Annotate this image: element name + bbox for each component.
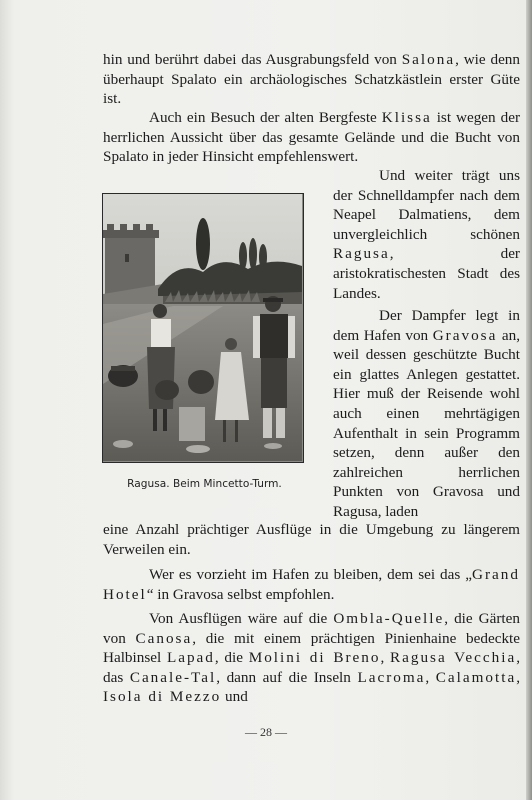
- paragraph-text: [333, 166, 520, 303]
- place-name: Lacroma: [357, 668, 426, 686]
- place-name: Molini di Breno: [248, 649, 381, 667]
- place-name: Calamotta: [435, 668, 517, 686]
- place-name: Canosa: [135, 629, 193, 647]
- text-run: Auch ein Besuch der alten Bergfeste: [149, 109, 382, 126]
- paragraph-text: [103, 609, 520, 707]
- text-run: , der aristokratischesten Stadt des Landes.: [333, 245, 520, 302]
- place-name: Isola di Mezzo: [103, 688, 222, 706]
- text-run: ist wegen der herrlichen Aussicht über das gesamte Gelände und die Bucht von Spalato in jeder Hinsicht empfehlenswert.: [103, 109, 520, 166]
- place-name: Gravosa: [432, 326, 498, 344]
- paragraph-klissa: [103, 108, 520, 167]
- paragraph-grand-hotel: [103, 565, 520, 604]
- place-name: Grand Hotel: [103, 566, 520, 603]
- place-name: Ombla-Quelle: [333, 610, 445, 627]
- place-name: Ragusa Vecchia: [389, 649, 517, 667]
- paragraph-text: [103, 520, 520, 559]
- paragraph-text: [103, 108, 520, 167]
- paragraph-gravosa: [333, 306, 520, 522]
- text-run: Wer es vorzieht im Hafen zu bleiben, dem sei das „: [149, 566, 473, 583]
- page-edge: [526, 0, 532, 800]
- paragraph-excursions: [103, 609, 520, 707]
- place-name: Canale-Tal: [129, 668, 217, 686]
- text-run: Von Ausflügen wäre auf die: [149, 610, 334, 627]
- text-run: ,: [516, 668, 520, 686]
- text-run: an, weil dessen geschützte Bucht ein glattes Anlegen gestattet. Hier muß der Reisende wohl auch einen mehrtägigen Aufenthalt in sein Programm setzen, denn außer den zahlreichen herrlichen Punkten von Gravosa und Ragusa, laden: [333, 326, 520, 520]
- text-run: , die mit einem prächtigen Pinienhaine bedeckte Halbinsel: [103, 629, 520, 667]
- place-name: Klissa: [381, 109, 432, 126]
- text-run: eine Anzahl prächtiger Ausflüge in die Umgebung zu längerem Verweilen ein.: [103, 521, 520, 558]
- paragraph-text: [103, 50, 520, 109]
- place-name: Ragusa: [333, 245, 390, 263]
- text-run: hin und berührt dabei das Ausgrabungsfeld von: [103, 51, 402, 68]
- photo-ragusa-mincetto: [102, 193, 304, 463]
- text-run: , wie denn überhaupt Spalato ein archäologisches Schatzkästlein erster Güte ist.: [103, 51, 520, 108]
- text-run: ,: [380, 649, 390, 667]
- text-run: , die: [214, 649, 249, 667]
- paragraph-salona: [103, 50, 520, 109]
- text-run: Und weiter trägt uns der Schnelldampfer nach dem Neapel Dalmatiens, dem unvergleichlich schönen: [333, 167, 520, 243]
- text-run: ,: [425, 668, 436, 686]
- page-number: — 28 —: [245, 725, 287, 739]
- text-run: und: [221, 688, 248, 706]
- paragraph-text: [333, 306, 520, 522]
- paragraph-text: [103, 565, 520, 604]
- text-run: Der Dampfer legt in dem Hafen von: [333, 307, 520, 344]
- paragraph-ausfluege: [103, 520, 520, 559]
- text-run: “ in Gravosa selbst empfohlen.: [146, 585, 335, 603]
- text-run: , dann auf die Inseln: [216, 668, 358, 686]
- text-run: , die Gärten von: [103, 610, 520, 647]
- paragraph-ragusa: [333, 166, 520, 303]
- text-run: , das: [103, 649, 521, 686]
- photo-caption: Ragusa. Beim Mincetto-Turm.: [127, 478, 282, 490]
- place-name: Lapad: [166, 649, 215, 667]
- place-name: Salona: [401, 51, 456, 68]
